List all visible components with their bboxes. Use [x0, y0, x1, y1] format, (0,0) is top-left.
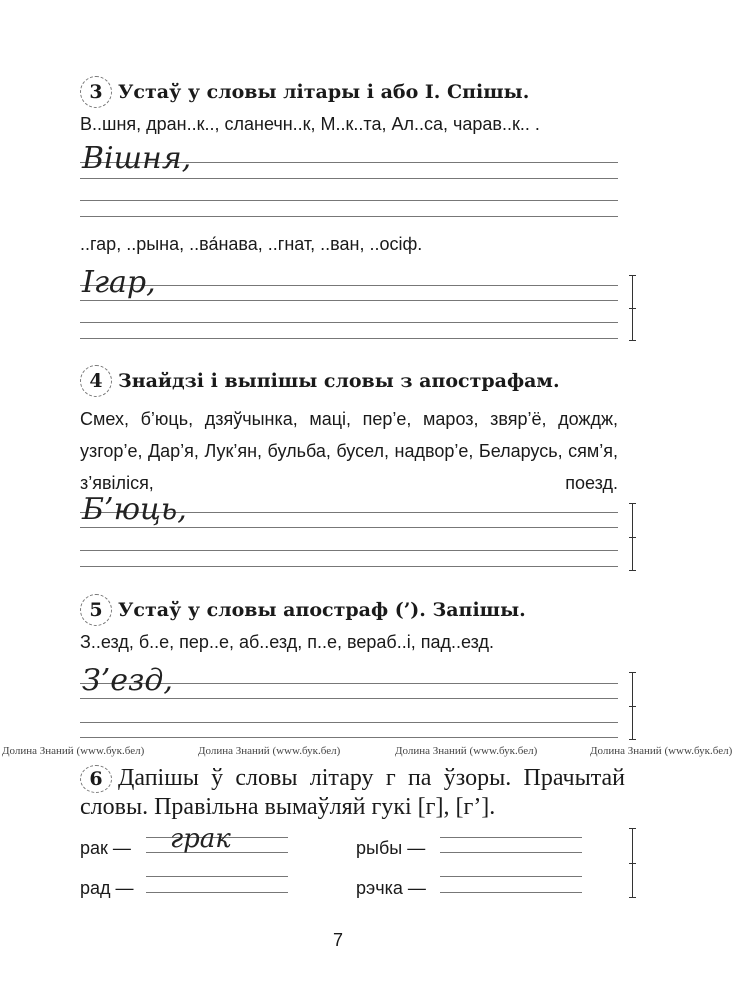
exercise-6-title: [80, 764, 625, 821]
handwritten-sample: грак: [170, 824, 231, 854]
exercise-instruction: Дапішы ў словы літару г па ўзоры. Прачытай словы. Правільна вымаўляй гукі [г], [г’].: [80, 765, 625, 820]
word-item: рыбы —: [356, 838, 426, 858]
exercise-instruction: Устаў у словы апостраф (’). Запішы.: [118, 599, 526, 621]
line-height-marker: [632, 275, 633, 341]
exercise-number: 3: [80, 76, 112, 108]
word-item: рэчка —: [356, 878, 426, 898]
handwritten-sample: З’езд,: [82, 663, 173, 698]
exercise-4-title: [80, 365, 560, 397]
exercise-3-words: В..шня, дран..к.., сланечн..к, М..к..та, Ал..са, чарав..к.. .: [80, 114, 540, 134]
exercise-4-words: Смех, б’юць, дзяўчынка, маці, пер’е, мароз, звяр’ё, дождж, узгор’е, Дар’я, Лук’ян, бульба, бусел, надвор’е, Беларусь, сям’я, з’явіліся, поезд.: [80, 409, 618, 493]
watermark: Долина Знаний (www.бук.бел): [395, 745, 538, 757]
exercise-3-words-2: ..гар, ..рына, ..ва́нава, ..гнат, ..ван, ..осіф.: [80, 234, 423, 254]
exercise-instruction: Устаў у словы літары і або І. Спішы.: [118, 81, 530, 103]
line-height-marker: [632, 672, 633, 740]
exercise-instruction: Знайдзі і выпішы словы з апострафам.: [118, 370, 560, 392]
watermark: Долина Знаний (www.бук.бел): [590, 745, 732, 757]
handwritten-sample: Вішня,: [82, 141, 192, 176]
exercise-number: 6: [80, 765, 112, 793]
exercise-number: 4: [80, 365, 112, 397]
exercise-5-words: З..езд, б..е, пер..е, аб..езд, п..е, вераб..і, пад..езд.: [80, 632, 494, 652]
word-item: рад —: [80, 878, 134, 898]
word-item: рак —: [80, 838, 131, 858]
exercise-3-title: [80, 76, 529, 108]
page-number: 7: [333, 930, 344, 950]
exercise-number: 5: [80, 594, 112, 626]
line-height-marker: [632, 828, 633, 898]
line-height-marker: [632, 503, 633, 571]
handwritten-sample: Ігар,: [82, 265, 156, 300]
handwritten-sample: Б’юць,: [82, 492, 187, 527]
watermark: Долина Знаний (www.бук.бел): [2, 745, 145, 757]
exercise-5-title: [80, 594, 526, 626]
watermark: Долина Знаний (www.бук.бел): [198, 745, 341, 757]
